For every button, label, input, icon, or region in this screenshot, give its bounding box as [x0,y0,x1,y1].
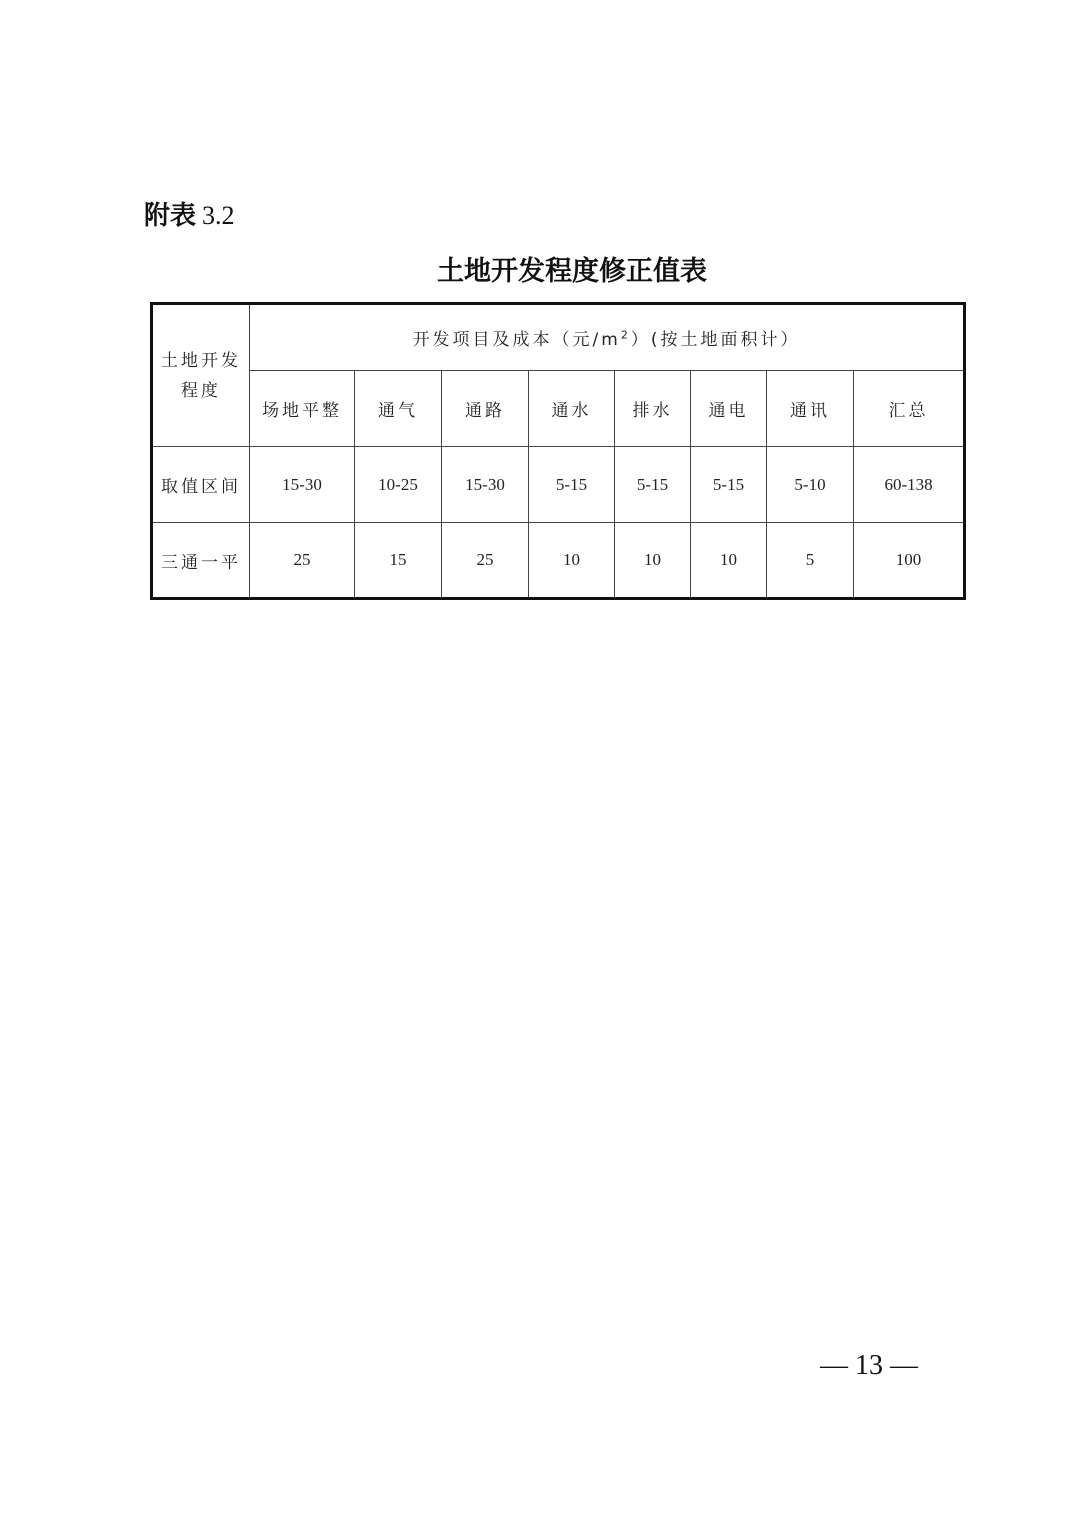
table-cell: 25 [442,523,529,599]
column-header: 汇总 [854,371,965,447]
table-cell: 15 [355,523,442,599]
column-header: 通水 [529,371,615,447]
column-header: 排水 [615,371,691,447]
table-title: 土地开发程度修正值表 [437,256,707,287]
correction-table [150,302,966,600]
corner-header-line2: 程度 [181,380,221,401]
page-number: — 13 — [820,1350,918,1381]
table-cell: 15-30 [250,447,355,523]
appendix-prefix: 附表 [144,201,197,231]
group-header-cell [250,304,965,371]
table-cell: 5-15 [691,447,767,523]
table-cell: 25 [250,523,355,599]
appendix-label [144,196,235,236]
row-label: 三通一平 [152,523,250,599]
table-cell: 10 [529,523,615,599]
corner-header-cell [152,304,250,447]
table-cell: 5-15 [529,447,615,523]
table-cell: 10 [615,523,691,599]
column-header: 通讯 [767,371,854,447]
table-cell: 60-138 [854,447,965,523]
group-header-main: 开发项目及成本（元/m [412,330,621,350]
table-row [152,523,965,599]
table-cell: 5 [767,523,854,599]
corner-header-line1: 土地开发 [161,350,241,371]
group-header-tail: ）(按土地面积计） [630,330,801,350]
column-header: 通气 [355,371,442,447]
table-cell: 5-15 [615,447,691,523]
table-cell: 100 [854,523,965,599]
table-cell: 15-30 [442,447,529,523]
group-header-sup: 2 [620,328,631,342]
column-header: 通电 [691,371,767,447]
column-header: 场地平整 [250,371,355,447]
table-cell: 5-10 [767,447,854,523]
column-header: 通路 [442,371,529,447]
table-row [152,447,965,523]
table-cell: 10 [691,523,767,599]
row-label: 取值区间 [152,447,250,523]
table-cell: 10-25 [355,447,442,523]
appendix-number: 3.2 [202,201,235,230]
